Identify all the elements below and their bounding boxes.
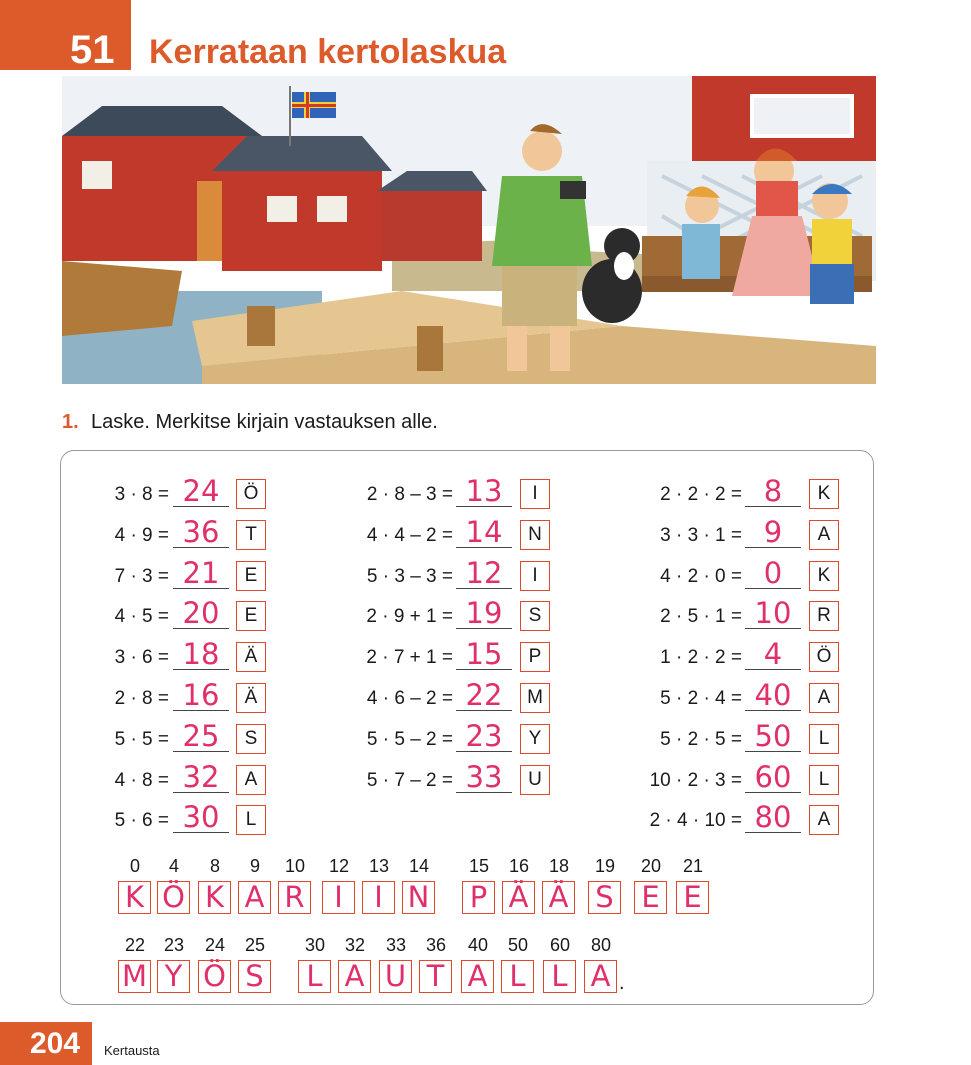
letter-box: R bbox=[809, 601, 839, 631]
code-number: 20 bbox=[640, 856, 662, 876]
code-letter-box[interactable]: A bbox=[584, 960, 617, 993]
harbour-illustration bbox=[62, 76, 876, 384]
equation-expression: 2 · 5 · 1 = bbox=[660, 606, 742, 628]
letter-box: E bbox=[236, 561, 266, 591]
code-number: 12 bbox=[328, 856, 350, 876]
code-letter-box[interactable]: U bbox=[379, 960, 412, 993]
equation-expression: 2 · 2 · 2 = bbox=[660, 484, 742, 505]
answer-field[interactable]: 32 bbox=[173, 761, 229, 793]
code-letter-box[interactable]: R bbox=[278, 881, 311, 914]
equation-expression: 5 · 2 · 4 = bbox=[660, 688, 742, 709]
letter-box: I bbox=[520, 561, 550, 591]
letter-box: K bbox=[809, 561, 839, 591]
answer-field[interactable]: 25 bbox=[173, 720, 229, 752]
letter-box: Ä bbox=[236, 683, 266, 713]
code-letter-box[interactable]: S bbox=[238, 960, 271, 993]
letter-box: Y bbox=[520, 724, 550, 754]
code-number: 18 bbox=[548, 856, 570, 876]
code-number: 4 bbox=[168, 856, 179, 876]
code-number: 36 bbox=[425, 935, 447, 955]
code-number: 16 bbox=[508, 856, 530, 876]
equation-expression: 5 · 6 = bbox=[114, 810, 169, 832]
code-number: 50 bbox=[507, 935, 529, 955]
answer-field[interactable]: 80 bbox=[745, 801, 801, 833]
code-number: 19 bbox=[594, 856, 616, 876]
code-letter-box[interactable]: K bbox=[118, 881, 151, 914]
answer-field[interactable]: 60 bbox=[745, 761, 801, 793]
code-letter-box[interactable]: L bbox=[543, 960, 576, 993]
code-letter-box[interactable]: N bbox=[402, 881, 435, 914]
code-number: 33 bbox=[385, 935, 407, 955]
answer-field[interactable]: 14 bbox=[456, 516, 512, 548]
equation-expression: 2 · 8 – 3 = bbox=[366, 484, 453, 505]
equation-expression: 5 · 2 · 5 = bbox=[660, 728, 742, 750]
letter-box: A bbox=[809, 805, 839, 835]
task-number: 1. bbox=[62, 411, 79, 433]
code-letter-box[interactable]: E bbox=[676, 881, 709, 914]
code-letter-box[interactable]: A bbox=[338, 960, 371, 993]
answer-field[interactable]: 36 bbox=[173, 516, 229, 548]
answer-field[interactable]: 8 bbox=[745, 475, 801, 507]
equation-expression: 3 · 8 = bbox=[114, 484, 169, 505]
letter-box: S bbox=[520, 601, 550, 631]
letter-box: M bbox=[520, 683, 550, 713]
answer-field[interactable]: 50 bbox=[745, 720, 801, 752]
letter-box: Ä bbox=[236, 642, 266, 672]
equation-expression: 4 · 4 – 2 = bbox=[366, 524, 453, 546]
equation-expression: 10 · 2 · 3 = bbox=[649, 769, 742, 791]
task-instruction: Laske. Merkitse kirjain vastauksen alle. bbox=[91, 411, 438, 433]
answer-field[interactable]: 12 bbox=[456, 557, 512, 589]
letter-box: K bbox=[809, 479, 839, 509]
answer-field[interactable]: 0 bbox=[745, 557, 801, 589]
code-letter-box[interactable]: E bbox=[634, 881, 667, 914]
code-letter-box[interactable]: Ä bbox=[542, 881, 575, 914]
sentence-period: . bbox=[619, 972, 625, 994]
answer-field[interactable]: 10 bbox=[745, 597, 801, 629]
answer-field[interactable]: 9 bbox=[745, 516, 801, 548]
letter-box: L bbox=[236, 805, 266, 835]
letter-box: L bbox=[809, 724, 839, 754]
code-number: 8 bbox=[209, 856, 220, 876]
code-number: 60 bbox=[549, 935, 571, 955]
equation-expression: 5 · 3 – 3 = bbox=[366, 565, 453, 587]
code-number: 24 bbox=[204, 935, 226, 955]
code-number: 22 bbox=[124, 935, 146, 955]
letter-box: A bbox=[236, 765, 266, 795]
equation-expression: 7 · 3 = bbox=[114, 565, 169, 587]
answer-field[interactable]: 22 bbox=[456, 679, 512, 711]
code-letter-box[interactable]: I bbox=[322, 881, 355, 914]
answer-field[interactable]: 13 bbox=[456, 475, 512, 507]
code-number: 30 bbox=[304, 935, 326, 955]
equation-expression: 4 · 6 – 2 = bbox=[366, 688, 453, 709]
answer-field[interactable]: 15 bbox=[456, 638, 512, 670]
answer-field[interactable]: 33 bbox=[456, 761, 512, 793]
answer-field[interactable]: 23 bbox=[456, 720, 512, 752]
code-number: 9 bbox=[249, 856, 260, 876]
letter-box: P bbox=[520, 642, 550, 672]
code-letter-box[interactable]: M bbox=[118, 960, 151, 993]
equation-expression: 5 · 7 – 2 = bbox=[366, 769, 453, 791]
letter-box: U bbox=[520, 765, 550, 795]
chapter-number: 51 bbox=[70, 28, 115, 72]
equation-expression: 4 · 8 = bbox=[114, 769, 169, 791]
letter-box: N bbox=[520, 520, 550, 550]
equation-expression: 2 · 4 · 10 = bbox=[649, 810, 742, 832]
code-letter-box[interactable]: L bbox=[298, 960, 331, 993]
letter-box: T bbox=[236, 520, 266, 550]
code-letter-box[interactable]: A bbox=[461, 960, 494, 993]
code-number: 13 bbox=[368, 856, 390, 876]
answer-field[interactable]: 30 bbox=[173, 801, 229, 833]
equation-expression: 1 · 2 · 2 = bbox=[660, 647, 742, 669]
answer-field[interactable]: 21 bbox=[173, 557, 229, 589]
equation-expression: 5 · 5 = bbox=[114, 728, 169, 750]
code-letter-box[interactable]: Ö bbox=[157, 881, 190, 914]
letter-box: A bbox=[809, 520, 839, 550]
letter-box: Ö bbox=[236, 479, 266, 509]
equation-expression: 2 · 9 + 1 = bbox=[366, 606, 453, 628]
code-number: 32 bbox=[344, 935, 366, 955]
equation-expression: 4 · 5 = bbox=[114, 606, 169, 628]
letter-box: I bbox=[520, 479, 550, 509]
code-number: 40 bbox=[467, 935, 489, 955]
code-number: 0 bbox=[129, 856, 140, 876]
answer-field[interactable]: 16 bbox=[173, 679, 229, 711]
answer-field[interactable]: 18 bbox=[173, 638, 229, 670]
letter-box: E bbox=[236, 601, 266, 631]
equation-expression: 4 · 9 = bbox=[114, 524, 169, 546]
answer-field[interactable]: 40 bbox=[745, 679, 801, 711]
answer-field[interactable]: 24 bbox=[173, 475, 229, 507]
answer-field[interactable]: 20 bbox=[173, 597, 229, 629]
chapter-title: Kerrataan kertolaskua bbox=[149, 33, 507, 71]
equation-expression: 3 · 3 · 1 = bbox=[660, 524, 742, 546]
answer-field[interactable]: 19 bbox=[456, 597, 512, 629]
code-letter-box[interactable]: A bbox=[238, 881, 271, 914]
letter-box: L bbox=[809, 765, 839, 795]
code-letter-box[interactable]: L bbox=[501, 960, 534, 993]
code-number: 80 bbox=[590, 935, 612, 955]
code-letter-box[interactable]: Ö bbox=[198, 960, 231, 993]
code-letter-box[interactable]: K bbox=[198, 881, 231, 914]
letter-box: Ö bbox=[809, 642, 839, 672]
answer-field[interactable]: 4 bbox=[745, 638, 801, 670]
section-label: Kertausta bbox=[104, 1043, 160, 1058]
code-number: 25 bbox=[244, 935, 266, 955]
page-number: 204 bbox=[30, 1027, 81, 1060]
code-letter-box[interactable]: S bbox=[588, 881, 621, 914]
code-number: 10 bbox=[284, 856, 306, 876]
code-letter-box[interactable]: T bbox=[419, 960, 452, 993]
letter-box: S bbox=[236, 724, 266, 754]
code-letter-box[interactable]: I bbox=[362, 881, 395, 914]
equation-expression: 4 · 2 · 0 = bbox=[660, 565, 742, 587]
code-letter-box[interactable]: P bbox=[462, 881, 495, 914]
code-number: 14 bbox=[408, 856, 430, 876]
letter-box: A bbox=[809, 683, 839, 713]
code-letter-box[interactable]: Ä bbox=[502, 881, 535, 914]
code-number: 21 bbox=[682, 856, 704, 876]
code-letter-box[interactable]: Y bbox=[157, 960, 190, 993]
equation-expression: 2 · 8 = bbox=[114, 688, 169, 709]
equation-expression: 5 · 5 – 2 = bbox=[366, 728, 453, 750]
equation-expression: 3 · 6 = bbox=[114, 647, 169, 669]
code-number: 15 bbox=[468, 856, 490, 876]
code-number: 23 bbox=[163, 935, 185, 955]
equation-expression: 2 · 7 + 1 = bbox=[366, 647, 453, 669]
